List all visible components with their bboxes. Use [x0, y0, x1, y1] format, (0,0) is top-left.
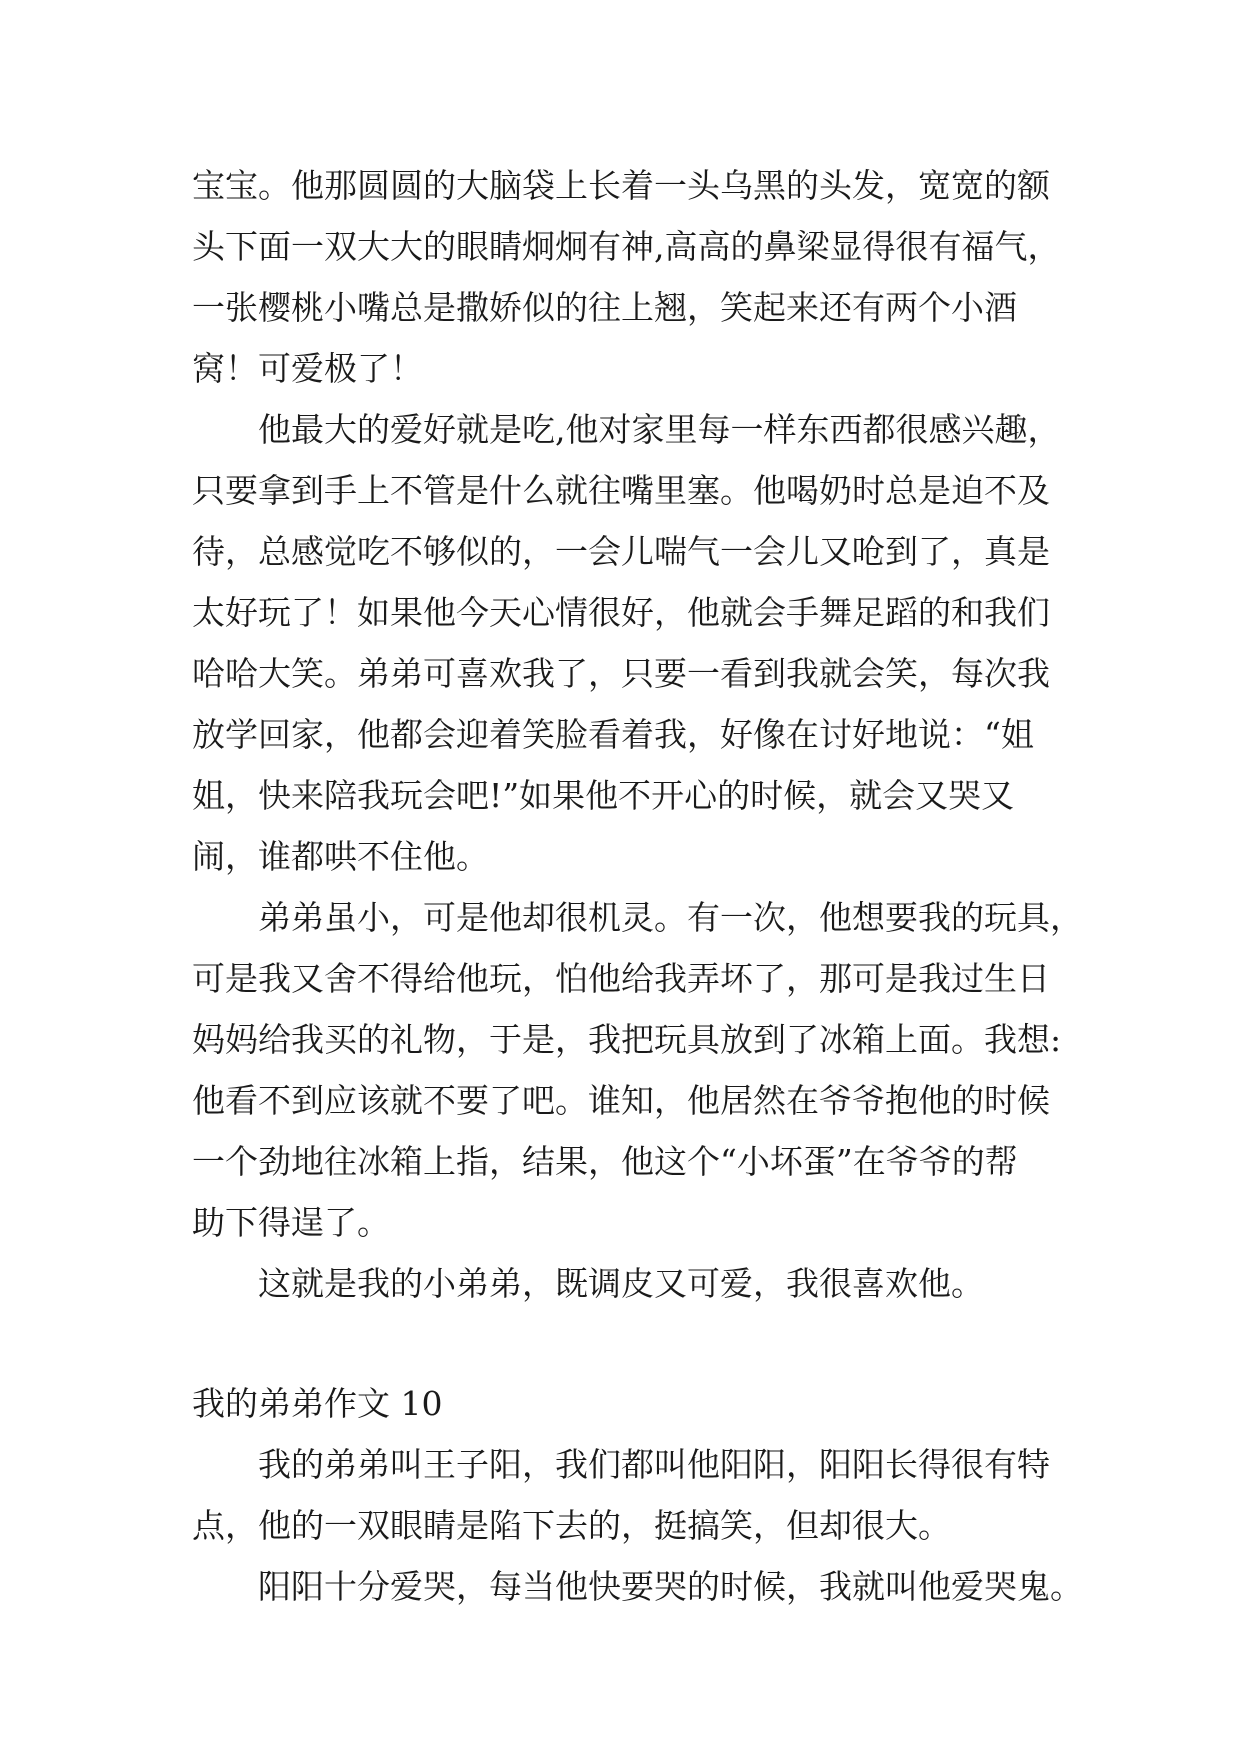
text-line: 闹，谁都哄不住他。 — [192, 837, 489, 876]
text-line: 哈哈大笑。弟弟可喜欢我了，只要一看到我就会笑，每次我 — [192, 654, 1050, 693]
text-line: 头下面一双大大的眼睛炯炯有神,高高的鼻梁显得很有福气， — [192, 227, 1061, 266]
text-line: 窝！可爱极了！ — [192, 349, 423, 388]
text-line: 一个劲地往冰箱上指，结果，他这个“小坏蛋”在爷爷的帮 — [192, 1142, 1018, 1181]
text-line: 宝宝。他那圆圆的大脑袋上长着一头乌黑的头发，宽宽的额 — [192, 166, 1050, 205]
text-line: 太好玩了！如果他今天心情很好，他就会手舞足蹈的和我们 — [192, 593, 1050, 632]
text-line: 姐，快来陪我玩会吧!”如果他不开心的时候，就会又哭又 — [192, 776, 1015, 815]
text-line: 只要拿到手上不管是什么就往嘴里塞。他喝奶时总是迫不及 — [192, 471, 1050, 510]
text-line: 放学回家，他都会迎着笑脸看着我，好像在讨好地说：“姐 — [192, 715, 1034, 754]
paragraph-first-line: 弟弟虽小，可是他却很机灵。有一次，他想要我的玩具， — [258, 898, 1083, 937]
paragraph-first-line: 这就是我的小弟弟，既调皮又可爱，我很喜欢他。 — [258, 1264, 984, 1303]
section-title: 我的弟弟作文 10 — [192, 1384, 443, 1423]
text-line: 助下得逞了。 — [192, 1203, 390, 1242]
text-line: 他看不到应该就不要了吧。谁知，他居然在爷爷抱他的时候 — [192, 1081, 1050, 1120]
paragraph-first-line: 我的弟弟叫王子阳，我们都叫他阳阳，阳阳长得很有特 — [258, 1445, 1050, 1484]
text-line: 一张樱桃小嘴总是撒娇似的往上翘，笑起来还有两个小酒 — [192, 288, 1017, 327]
section-gap — [192, 1314, 1092, 1373]
paragraph-first-line: 他最大的爱好就是吃,他对家里每一样东西都很感兴趣， — [258, 410, 1061, 449]
paragraph-first-line: 阳阳十分爱哭，每当他快要哭的时候，我就叫他爱哭鬼。 — [258, 1567, 1083, 1606]
essay-text — [192, 155, 1092, 1617]
text-line: 待，总感觉吃不够似的，一会儿喘气一会儿又呛到了，真是 — [192, 532, 1050, 571]
text-line: 点，他的一双眼睛是陷下去的，挺搞笑，但却很大。 — [192, 1506, 951, 1545]
text-line: 可是我又舍不得给他玩，怕他给我弄坏了，那可是我过生日 — [192, 959, 1050, 998]
text-line: 妈妈给我买的礼物，于是，我把玩具放到了冰箱上面。我想: — [192, 1020, 1062, 1059]
